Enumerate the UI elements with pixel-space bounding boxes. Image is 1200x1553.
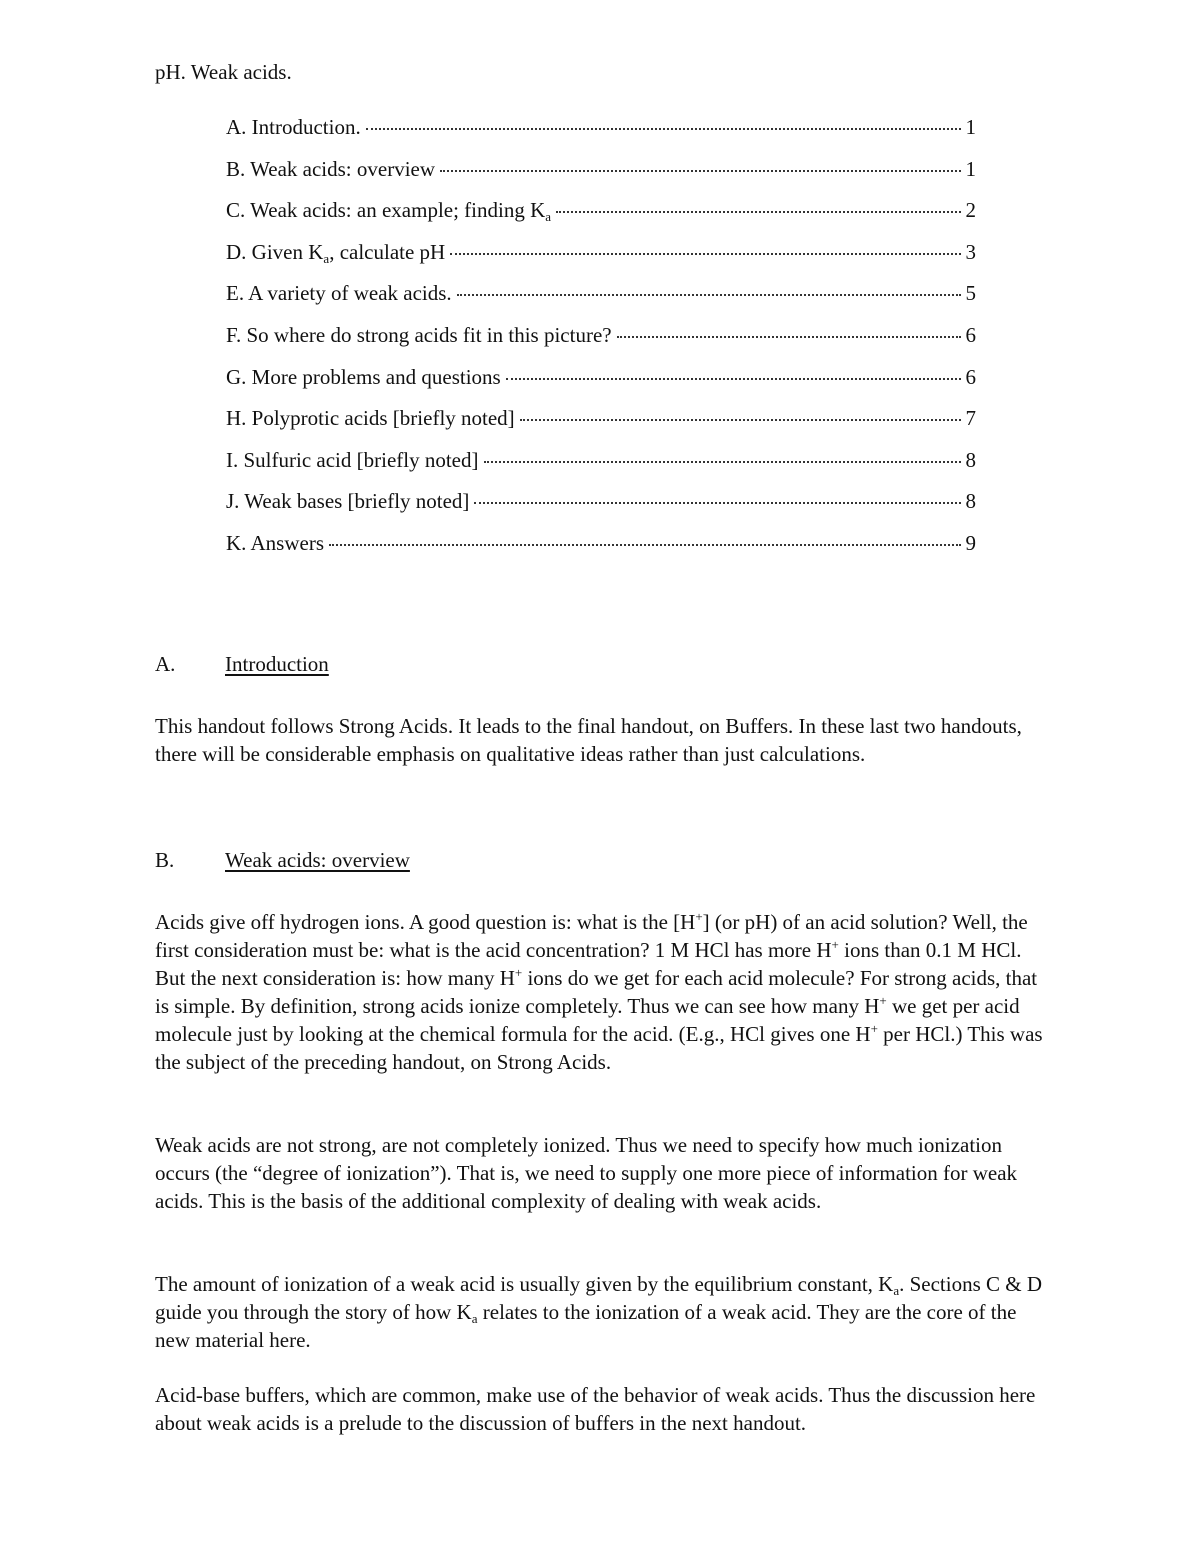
toc-dot-leader	[506, 378, 961, 380]
toc-dot-leader	[329, 544, 961, 546]
section-b-paragraph-1: Acids give off hydrogen ions. A good question is: what is the [H+] (or pH) of an acid solution? Well, the first consideration must be: what is the acid concentration? 1 M HCl has more H+ ions than 0.1 M HCl. But the next consideration is: how many H+ ions do we get for each acid molecule? For strong acids, that is simple. By definition, strong acids ionize completely. Thus we can see how many H+ we get per acid molecule just by looking at the chemical formula for the acid. (E.g., HCl gives one H+ per HCl.) This was the subject of the preceding handout, on Strong Acids.	[155, 909, 1043, 1074]
toc-entry-label: J. Weak bases [briefly noted]	[226, 489, 470, 514]
toc-entry-label: B. Weak acids: overview	[226, 156, 436, 181]
section-a-title: Introduction	[225, 652, 329, 676]
toc-dot-leader	[474, 502, 960, 504]
section-b-title: Weak acids: overview	[225, 848, 410, 872]
toc-dot-leader	[556, 211, 960, 213]
table-of-contents	[226, 113, 976, 571]
toc-entry[interactable]	[226, 155, 976, 197]
toc-page-number: 1	[965, 115, 976, 139]
toc-entry[interactable]	[226, 238, 976, 280]
toc-page-number: 8	[965, 447, 976, 472]
toc-entry[interactable]	[226, 321, 976, 363]
toc-dot-leader	[484, 461, 961, 463]
toc-entry[interactable]	[226, 113, 976, 155]
toc-entry-label: H. Polyprotic acids [briefly noted]	[226, 406, 515, 431]
toc-entry-label: D. Given $K_a$, calculate pH	[226, 239, 446, 266]
toc-page-number: 8	[965, 489, 976, 514]
document-title: pH. Weak acids.	[155, 60, 292, 84]
toc-entry-label: F. So where do strong acids fit in this picture?	[226, 322, 612, 347]
toc-page-number: 6	[965, 364, 976, 389]
toc-dot-leader	[440, 170, 960, 172]
toc-entry[interactable]	[226, 279, 976, 321]
toc-entry[interactable]	[226, 446, 976, 488]
toc-page-number: 6	[965, 322, 976, 347]
section-a-heading	[155, 650, 329, 678]
toc-dot-leader	[617, 336, 961, 338]
toc-page-number: 9	[965, 530, 976, 555]
toc-page-number: 3	[965, 239, 976, 264]
toc-page-number: 1	[965, 156, 976, 181]
toc-entry[interactable]	[226, 487, 976, 529]
toc-dot-leader	[366, 128, 961, 130]
toc-page-number: 5	[965, 281, 976, 306]
section-b-letter: B.	[155, 848, 175, 872]
section-b-paragraph-2: Weak acids are not strong, are not completely ionized. Thus we need to specify how much ionization occurs (the “degree of ionization”). That is, we need to supply one more piece of information for weak acids. This is the basis of the additional complexity of dealing with weak acids.	[155, 1133, 1018, 1213]
toc-entry-label: K. Answers	[226, 530, 324, 555]
toc-entry[interactable]	[226, 196, 976, 238]
toc-dot-leader	[457, 294, 961, 296]
section-b-paragraph-4: Acid-base buffers, which are common, make use of the behavior of weak acids. Thus the discussion here about weak acids is a prelude to the discussion of buffers in the next handout.	[155, 1383, 1036, 1435]
toc-entry[interactable]	[226, 404, 976, 446]
toc-entry-label: A. Introduction.	[226, 115, 361, 139]
toc-entry-label: G. More problems and questions	[226, 364, 501, 389]
toc-entry-label: C. Weak acids: an example; finding $K_a$	[226, 198, 552, 225]
section-b-paragraph-3: The amount of ionization of a weak acid is usually given by the equilibrium constant, $K_a$. Sections C & D guide you through the story of how $K_a$ relates to the ionization of a weak acid. They are the core of the new material here.	[155, 1272, 1043, 1352]
toc-dot-leader	[450, 253, 960, 255]
section-a-paragraph: This handout follows Strong Acids. It leads to the final handout, on Buffers. In these last two handouts, there will be considerable emphasis on qualitative ideas rather than just calculations.	[155, 714, 1022, 766]
toc-entry[interactable]	[226, 529, 976, 571]
toc-entry-label: I. Sulfuric acid [briefly noted]	[226, 447, 479, 472]
toc-entry[interactable]	[226, 363, 976, 405]
toc-page-number: 2	[965, 198, 976, 223]
section-b-heading	[155, 846, 410, 874]
toc-page-number: 7	[965, 406, 976, 431]
toc-dot-leader	[520, 419, 961, 421]
toc-entry-label: E. A variety of weak acids.	[226, 281, 452, 306]
section-a-letter: A.	[155, 652, 176, 676]
